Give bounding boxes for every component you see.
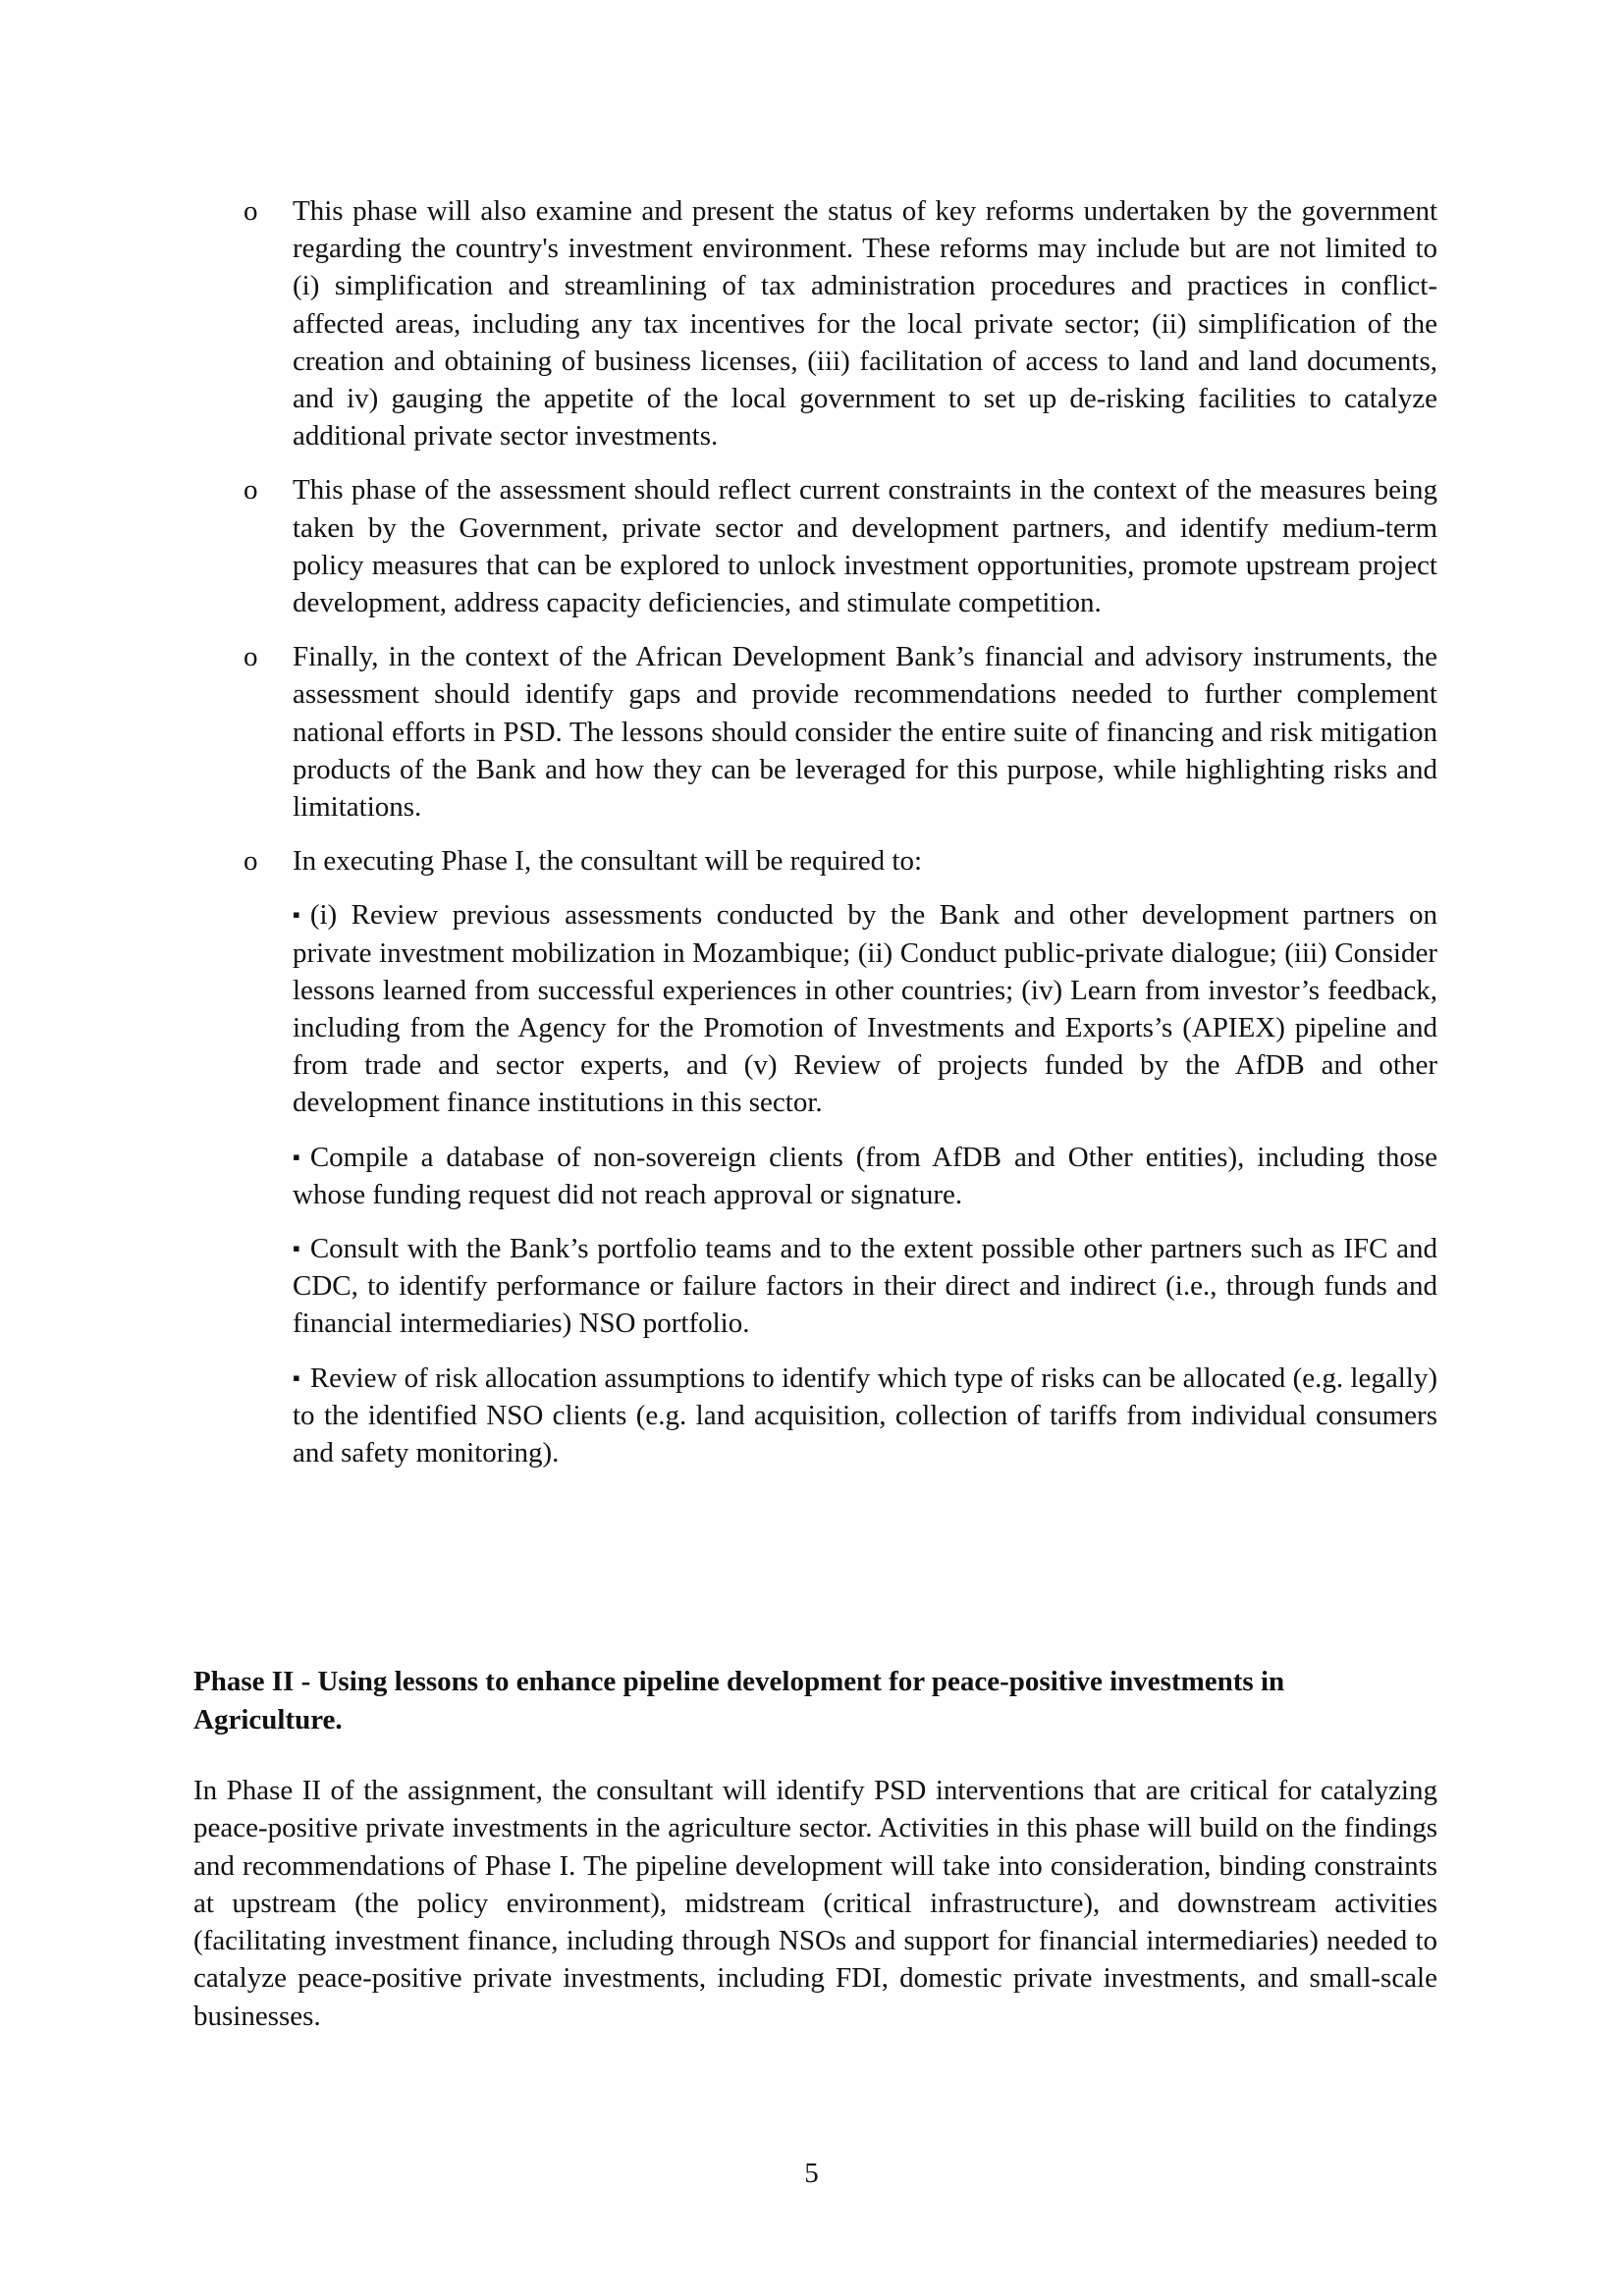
page-number: 5 [804, 2158, 819, 2189]
circle-bullet-icon: o [243, 474, 258, 507]
square-bullet-icon: ▪ [293, 1364, 300, 1390]
circle-bullet-icon: o [243, 641, 258, 673]
sub-list-item-text: (i) Review previous assessments conducted by the Bank and other development partners on private investment mobilization in Mozambique; (ii) Conduct public-private dialogue; (iii) Consider lessons learned from successful experiences in other countries; (iv) Learn from investor’s feedback, including from the Agency for the Promotion of Investments and Exports’s (APIEX) pipeline and from trade and sector experts, and (v) Review of projects funded by the AfDB and other development finance institutions in this sector. [293, 899, 1437, 1119]
phase2-heading: Phase II - Using lessons to enhance pipeline development for peace-positive investments in Agriculture. [193, 1666, 1285, 1735]
square-bullet-icon: ▪ [293, 1144, 300, 1169]
sub-list-item [293, 1139, 1437, 1213]
list-item-text: This phase of the assessment should reflect current constraints in the context of the measures being taken by the Government, private sector and development partners, and identify medium-term policy measures that can be explored to unlock investment opportunities, promote upstream project development, address capacity deficiencies, and stimulate competition. [293, 474, 1437, 619]
phase1-subtask-list [293, 896, 1437, 1471]
square-bullet-icon: ▪ [293, 902, 300, 928]
circle-bullet-icon: o [243, 845, 258, 878]
list-item-text: Finally, in the context of the African Development Bank’s financial and advisory instruments, the assessment should identify gaps and provide recommendations needed to further complement national efforts in PSD. The lessons should consider the entire suite of financing and risk mitigation products of the Bank and how they can be leveraged for this purpose, while highlighting risks and limitations. [293, 641, 1437, 824]
list-item [243, 192, 1437, 454]
sub-list-item [293, 1230, 1437, 1343]
sub-list-item-text: Consult with the Bank’s portfolio teams and to the extent possible other partners such as IFC and CDC, to identify performance or failure factors in their direct and indirect (i.e., through funds and financial intermediaries) NSO portfolio. [293, 1233, 1437, 1340]
list-item-text: This phase will also examine and present the status of key reforms undertaken by the government regarding the country's investment environment. These reforms may include but are not limited to (i) simplification and streamlining of tax administration procedures and practices in conflict-affected areas, including any tax incentives for the local private sector; (ii) simplification of the creation and obtaining of business licenses, (iii) facilitation of access to land and land documents, and iv) gauging the appetite of the local government to set up de-risking facilities to catalyze additional private sector investments. [293, 195, 1437, 453]
list-item [243, 842, 1437, 1471]
phase2-paragraph: In Phase II of the assignment, the consultant will identify PSD interventions that are critical for catalyzing peace-positive private investments in the agriculture sector. Activities in this phase will build on the findings and recommendations of Phase I. The pipeline development will take into consideration, binding constraints at upstream (the policy environment), midstream (critical infrastructure), and downstream activities (facilitating investment finance, including through NSOs and support for financial intermediaries) needed to catalyze peace-positive private investments, including FDI, domestic private investments, and small-scale businesses. [193, 1775, 1437, 2032]
sub-list-item-text: Compile a database of non-sovereign clients (from AfDB and Other entities), including those whose funding request did not reach approval or signature. [293, 1141, 1437, 1210]
list-item-text: In executing Phase I, the consultant will be required to: [293, 845, 923, 878]
list-item [243, 638, 1437, 826]
list-item [243, 471, 1437, 621]
square-bullet-icon: ▪ [293, 1236, 300, 1261]
sub-list-item-text: Review of risk allocation assumptions to identify which type of risks can be allocated (e.g. legally) to the identified NSO clients (e.g. land acquisition, collection of tariffs from individual consumers and safety monitoring). [293, 1362, 1437, 1469]
phase1-bullet-list [243, 192, 1437, 1488]
sub-list-item [293, 1360, 1437, 1472]
sub-list-item [293, 896, 1437, 1121]
circle-bullet-icon: o [243, 195, 258, 227]
